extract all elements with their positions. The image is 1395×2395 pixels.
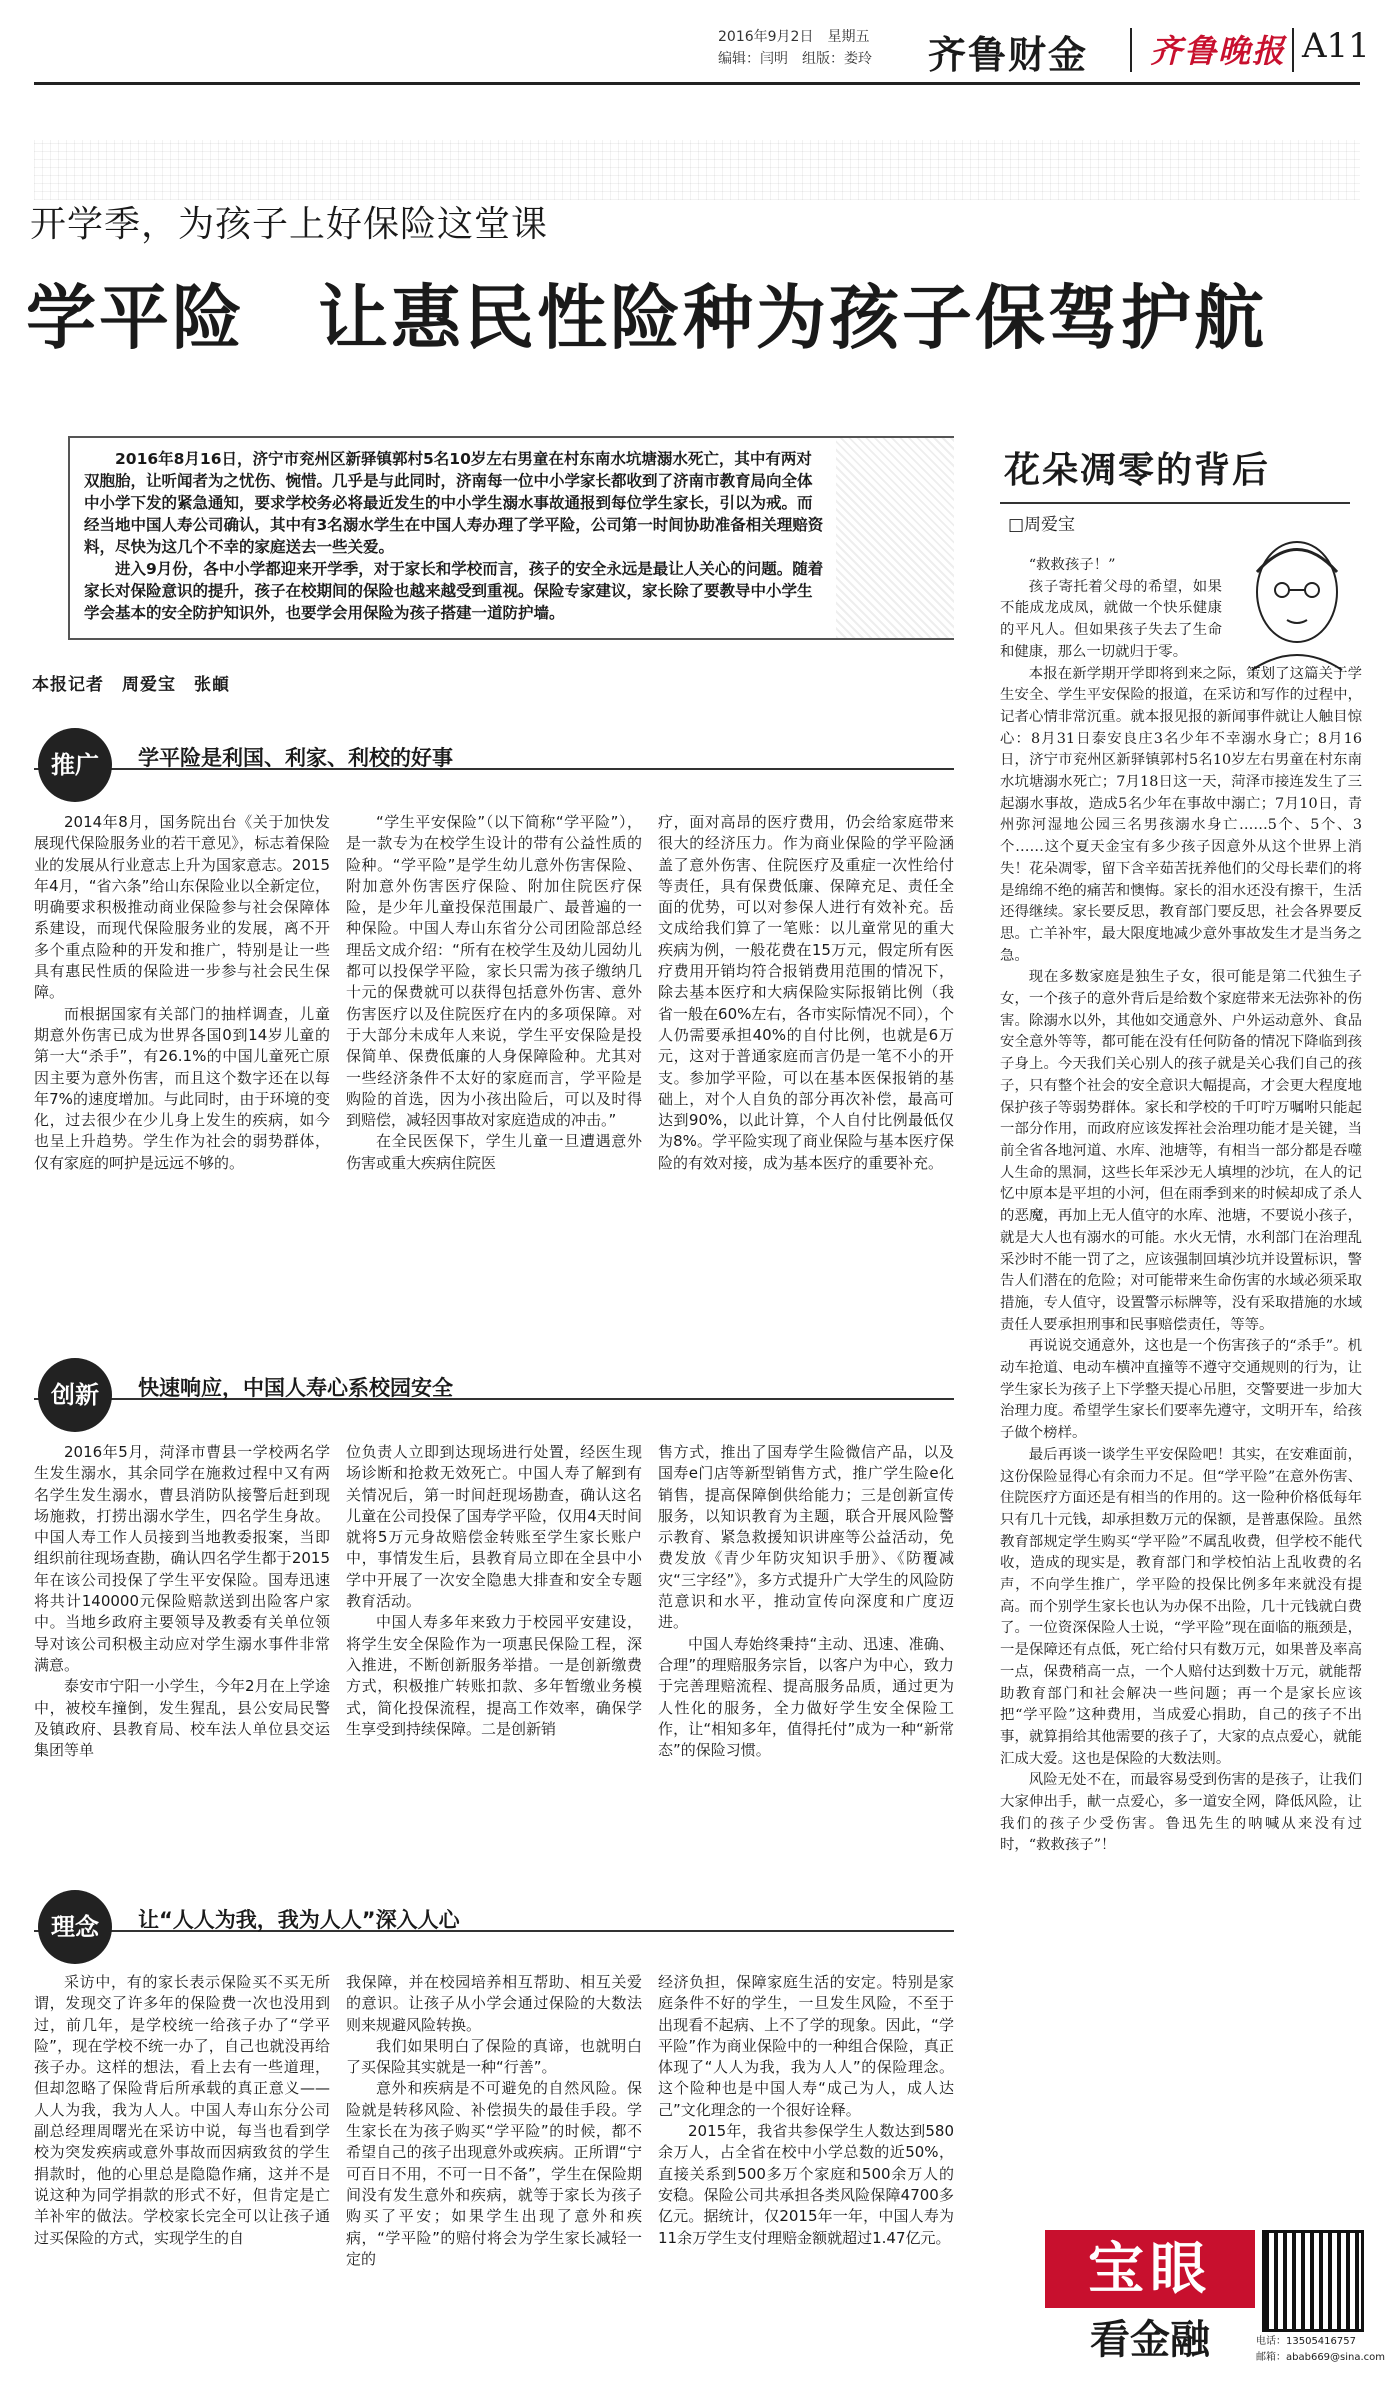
commentary-paragraph: 本报在新学期开学即将到来之际，策划了这篇关于学生安全、学生平安保险的报道，在采访和写作的过程中，记者心情非常沉重。就本报见报的新闻事件就让人触目惊心：8月31日泰安良庄3名少年不幸溺水身亡；8月16日，济宁市兖州区新驿镇郭村5名10岁左右男童在村东南水坑塘溺水死亡；7月18日这一天，菏泽市接连发生了三起溺水事故，造成5名少年在事故中溺亡；7月10日，青州弥河湿地公园三名男孩溺水身亡……5个、5个、3个……这个夏天金宝有多少孩子因意外从这个世界上消失！花朵凋零，留下含辛茹苦抚养他们的父母长辈们的将是绵绵不绝的痛苦和懊悔。家长的泪水还没有擦干，生活还得继续。家长要反思，教育部门要反思，社会各界要反思。亡羊补牢，最大限度地减少意外事故发生才是当务之急。: [1000, 665, 1362, 964]
body-paragraph: 而根据国家有关部门的抽样调查，儿童期意外伤害已成为世界各国0到14岁儿童的第一大“杀手”，有26.1%的中国儿童死亡原因主要为意外伤害，而且这个数字还在以每年7%的速度增加。与此同时，由于环境的变化，过去很少在少儿身上发生的疾病，如今也呈上升趋势。学生作为社会的弱势群体，仅有家庭的呵护是远远不够的。: [34, 1004, 330, 1172]
section-tag-philosophy: 理念: [38, 1890, 112, 1964]
section-2-column-1: [34, 1442, 330, 1761]
body-paragraph: 位负责人立即到达现场进行处置，经医生现场诊断和抢救无效死亡。中国人寿了解到有关情况后，第一时间赶现场勘查，确认这名儿童在公司投保了国寿学平险，仅用4天时间就将5万元身故赔偿金转账至学生家长账户中，事情发生后，县教育局立即在全县中小学中开展了一次安全隐患大排查和安全专题教育活动。: [346, 1443, 642, 1611]
page-number: A11: [1302, 26, 1370, 66]
body-paragraph: 我们如果明白了保险的真谛，也就明白了买保险其实就是一种“行善”。: [346, 2036, 642, 2077]
body-paragraph: 经济负担，保障家庭生活的安定。特别是家庭条件不好的学生，一旦发生风险，不至于出现看不起病、上不了学的现象。因此，“学平险”作为商业保险中的一种组合保险，真正体现了“人人为我，我为人人”的保险理念。这个险种也是中国人寿“成己为人，成人达己”文化理念的一个很好诠释。: [658, 1973, 954, 2119]
article-byline: 本报记者 周爱宝 张頔: [32, 675, 230, 695]
ad-subtitle: 看金融: [1090, 2316, 1210, 2363]
section-title: 让“人人为我，我为人人”深入人心: [138, 1908, 460, 1932]
lead-box-accent: [836, 436, 954, 640]
baoyan-finance-ad[interactable]: [1045, 2230, 1255, 2370]
commentary-title: 花朵凋零的背后: [1004, 449, 1271, 491]
section-title: 快速响应，中国人寿心系校园安全: [138, 1376, 453, 1400]
commentary-paragraph: “救救孩子！”: [1028, 557, 1116, 573]
section-name: 齐鲁财金: [928, 32, 1089, 77]
section-title: 学平险是利国、利家、利校的好事: [138, 746, 453, 770]
commentary-paragraph: 最后再谈一谈学生平安保险吧！其实，在安难面前，这份保险显得心有余而力不足。但“学平险”在意外伤害、住院医疗方面还是有相当的作用的。这一险种价格低每年只有几十元钱，却承担数万元的保额，是普惠保险。虽然教育部规定学生购买“学平险”不属乱收费，但学校不能代收，造成的现实是，教育部门和学校怕沾上乱收费的名声，不向学生推广，学平险的投保比例多年来就没有提高。而个别学生家长也认为办保不出险，几十元钱就白费了。一位资深保险人士说，“学平险”现在面临的瓶颈是，一是保障还有点低，死亡给付只有数万元，如果普及率高一点，保费稍高一点，一个人赔付达到数十万元，就能帮助教育部门和社会解决一些问题；再一个是家长应该把“学平险”这种费用，当成爱心捐助，自己的孩子不出事，就算捐给其他需要的孩子了，大家的点点爱心，就能汇成大爱。这也是保险的大数法则。: [1000, 1446, 1362, 1767]
body-paragraph: 中国人寿始终秉持“主动、迅速、准确、合理”的理赔服务宗旨，以客户为中心，致力于完善理赔流程、提高服务品质，通过更为人性化的服务，全力做好学生安全保险工作，让“相知多年，值得托付”成为一种“新常态”的保险习惯。: [658, 1634, 954, 1760]
body-paragraph: 疗，面对高昂的医疗费用，仍会给家庭带来很大的经济压力。作为商业保险的学平险涵盖了意外伤害、住院医疗及重症一次性给付等责任，具有保费低廉、保障充足、责任全面的优势，可以对参保人进行有效补充。岳文成给我们算了一笔账：以儿童常见的重大疾病为例，一般花费在15万元，假定所有医疗费用开销均符合报销费用范围的情况下，除去基本医疗和大病保险实际报销比例（我省一般在60%左右，各市实际情况不同），个人仍需要承担40%的自付比例，也就是6万元，这对于普通家庭而言仍是一笔不小的开支。参加学平险，可以在基本医保报销的基础上，对个人自负的部分再次补偿，最高可达到90%，以此计算，个人自付比例最低仅为8%。学平险实现了商业保险与基本医疗保险的有效对接，成为基本医疗的重要补充。: [658, 813, 954, 1172]
body-paragraph: 泰安市宁阳一小学生，今年2月在上学途中，被校车撞倒，发生猩乱，县公安局民警及镇政府、县教育局、校车法人单位县交运集团等单: [34, 1677, 330, 1760]
newspaper-logo: 齐鲁晚报: [1150, 32, 1287, 70]
section-tag-promotion: 推广: [38, 728, 112, 802]
lead-paragraph: 2016年8月16日，济宁市兖州区新驿镇郭村5名10岁左右男童在村东南水坑塘溺水死亡，其中有两对双胞胎，让听闻者为之忧伤、惋惜。几乎是与此同时，济南每一位中小学家长都收到了济南市教育局向全体中小学下发的紧急通知，要求学校务必将最近发生的中小学生溺水事故通报到每位学生家长，引以为戒。而经当地中国人寿公司确认，其中有3名溺水学生在中国人寿办理了学平险，公司第一时间协助准备相关理赔资料，尽快为这几个不幸的家庭送去一些关爱。: [84, 450, 824, 556]
decorative-grid-background: [34, 140, 1360, 200]
body-paragraph: 2016年5月，菏泽市曹县一学校两名学生发生溺水，其余同学在施救过程中又有两名学生发生溺水，曹县消防队接警后赶到现场施救，打捞出溺水学生，四名学生身故。中国人寿工作人员接到当地教委报案，当即组织前往现场查勘，确认四名学生都于2015年在该公司投保了学生平安保险。国寿迅速将共计140000元保险赔款送到出险客户家中。当地乡政府主要领导及教委有关单位领导对该公司积极主动应对学生溺水事件非常满意。: [34, 1443, 330, 1674]
ad-contact-phone: 电话：13505416757: [1256, 2336, 1356, 2347]
body-paragraph: 我保障，并在校园培养相互帮助、相互关爱的意识。让孩子从小学会通过保险的大数法则来规避风险转换。: [346, 1973, 642, 2034]
section-1-column-3: [658, 812, 954, 1174]
commentary-rule: [1000, 502, 1350, 504]
header-divider: [1130, 28, 1132, 72]
commentary-body: [1000, 555, 1362, 1857]
body-paragraph: 中国人寿多年来致力于校园平安建设，将学生安全保险作为一项惠民保险工程，深入推进，不断创新服务举措。一是创新缴费方式，积极推广转账扣款、多年暂缴业务模式，简化投保流程，提高工作效率，确保学生享受到持续保障。二是创新销: [346, 1613, 642, 1738]
section-3-column-2: [346, 1972, 642, 2270]
lead-paragraph: 进入9月份，各中小学都迎来开学季，对于家长和学校而言，孩子的安全永远是最让人关心的问题。随着家长对保险意识的提升，孩子在校期间的保险也越来越受到重视。保险专家建议，家长除了要教导中小学生学会基本的安全防护知识外，也要学会用保险为孩子搭建一道防护墙。: [84, 560, 824, 622]
body-paragraph: 2014年8月，国务院出台《关于加快发展现代保险服务业的若干意见》，标志着保险业的发展从行业意志上升为国家意志。2015年4月，“省六条”给山东保险业以全新定位，明确要求积极推动商业保险参与社会保障体系建设，而现代保险服务业的发展，离不开多个重点险种的开发和推广，特别是让一些具有惠民性质的保险进一步参与社会民生保障。: [34, 813, 330, 1002]
section-3-column-3: [658, 1972, 954, 2249]
body-paragraph: 在全民医保下，学生儿童一旦遭遇意外伤害或重大疾病住院医: [346, 1132, 642, 1172]
section-2-column-3: [658, 1442, 954, 1761]
section-tag-innovation: 创新: [38, 1358, 112, 1432]
commentary-paragraph: 孩子寄托着父母的希望，如果不能成龙成凤，就做一个快乐健康的平凡人。但如果孩子失去了生命和健康，那么一切就归于零。: [1000, 578, 1222, 660]
commentary-byline: □周爱宝: [1008, 515, 1076, 535]
header-rule: [34, 82, 1360, 85]
editor-credits: 编辑：闫明 组版：娄玲: [718, 51, 872, 67]
section-1-column-2: [346, 812, 642, 1174]
ad-contact-email: 邮箱：abab669@sina.com: [1256, 2352, 1386, 2363]
body-paragraph: 意外和疾病是不可避免的自然风险。保险就是转移风险、补偿损失的最佳手段。学生家长在为孩子购买“学平险”的时候，都不希望自己的孩子出现意外或疾病。正所谓“宁可百日不用，不可一日不备”，学生在保险期间没有发生意外和疾病，就等于家长为孩子购买了平安；如果学生出现了意外和疾病，“学平险”的赔付将会为学生家长减轻一定的: [346, 2079, 642, 2268]
ad-logo-text: 宝眼: [1045, 2230, 1255, 2308]
commentary-paragraph: 风险无处不在，而最容易受到伤害的是孩子，让我们大家伸出手，献一点爱心，多一道安全网，降低风险，让我们的孩子少受伤害。鲁迅先生的呐喊从来没有过时，“救救孩子”！: [1000, 1772, 1362, 1854]
issue-date: 2016年9月2日 星期五: [718, 29, 870, 45]
section-1-column-1: [34, 812, 330, 1174]
lead-summary-box: [68, 436, 840, 640]
commentary-paragraph: 再说说交通意外，这也是一个伤害孩子的“杀手”。机动车抢道、电动车横冲直撞等不遵守交通规则的行为，让学生家长为孩子上下学整天提心吊胆，交警要进一步加大治理力度。希望学生家长们要率先遵守，文明开车，给孩子做个榜样。: [1000, 1338, 1362, 1442]
body-paragraph: 2015年，我省共参保学生人数达到580余万人，占全省在校中小学总数的近50%，直接关系到500多万个家庭和500余万人的安稳。保险公司共承担各类风险保障4700多亿元。据统计，仅2015年一年，中国人寿为11余万学生支付理赔金额就超过1.47亿元。: [658, 2122, 954, 2247]
section-3-column-1: [34, 1972, 330, 2249]
article-headline: 学平险 让惠民性险种为孩子保驾护航: [26, 276, 1267, 359]
body-paragraph: “学生平安保险”（以下简称“学平险”），是一款专为在校学生设计的带有公益性质的险种。“学平险”是学生幼儿意外伤害保险、附加意外伤害医疗保险、附加住院医疗保险，是少年儿童投保范围最广、最普遍的一种保险。中国人寿山东省分公司团险部总经理岳文成介绍：“所有在校学生及幼儿园幼儿都可以投保学平险，家长只需为孩子缴纳几十元的保费就可以获得包括意外伤害、意外伤害医疗以及住院医疗在内的多项保障。对于大部分未成年人来说，学生平安保险是投保简单、保费低廉的人身保障险种。尤其对一些经济条件不太好的家庭而言，学平险是购险的首选，因为小孩出险后，可以及时得到赔偿，减轻因事故对家庭造成的冲击。”: [346, 813, 642, 1130]
section-2-column-2: [346, 1442, 642, 1740]
body-paragraph: 售方式，推出了国寿学生险微信产品，以及国寿e门店等新型销售方式，推广学生险e化销售，提高保障倒供给能力；三是创新宣传服务，以知识教育为主题，联合开展风险警示教育、紧急救援知识讲座等公益活动，免费发放《青少年防灾知识手册》、《防覆减灾“三字经”》，多方式提升广大学生的风险防范意识和水平，推动宣传向深度和广度迈进。: [658, 1443, 954, 1632]
body-paragraph: 采访中，有的家长表示保险买不买无所谓，发现交了许多年的保险费一次也没用到过，前几年，是学校统一给孩子办了“学平险”，现在学校不统一办了，自己也就没再给孩子办。这样的想法，看上去有一些道理，但却忽略了保险背后所承载的真正意义——人人为我，我为人人。中国人寿山东分公司副总经理周曙光在采访中说，每当也看到学校为突发疾病或意外事故而因病致贫的学生捐款时，他的心里总是隐隐作痛，这并不是说这种为同学捐款的形式不好，但肯定是亡羊补牢的做法。学校家长完全可以让孩子通过买保险的方式，实现学生的自: [34, 1973, 330, 2247]
header-divider: [1292, 28, 1294, 72]
commentary-paragraph: 现在多数家庭是独生子女，很可能是第二代独生子女，一个孩子的意外背后是给数个家庭带来无法弥补的伤害。除溺水以外，其他如交通意外、户外运动意外、食品安全意外等等，都可能在没有任何防备的情况下降临到孩子身上。今天我们关心别人的孩子就是关心我们自己的孩子，只有整个社会的安全意识大幅提高，才会更大程度地保护孩子等弱势群体。家长和学校的千叮咛万嘱咐只能起一部分作用，而政府应该发挥社会治理功能才是关键，当前全省各地河道、水库、池塘等，有相当一部分都是吞噬人生命的黑洞，这些长年采沙无人填埋的沙坑，在人的记忆中原本是平坦的小河，但在雨季到来的时候却成了杀人的恶魔，再加上无人值守的水库、池塘，不要说小孩子，就是大人也有溺水的可能。水火无情，水利部门在治理乱采沙时不能一罚了之，应该强制回填沙坑并设置标识，警告人们潜在的危险；对可能带来生命伤害的水域必须采取措施，专人值守，设置警示标牌等，没有采取措施的水域责任人要承担刑事和民事赔偿责任，等等。: [1000, 969, 1362, 1333]
article-kicker: 开学季，为孩子上好保险这堂课: [30, 204, 549, 245]
qr-code[interactable]: [1262, 2230, 1364, 2332]
